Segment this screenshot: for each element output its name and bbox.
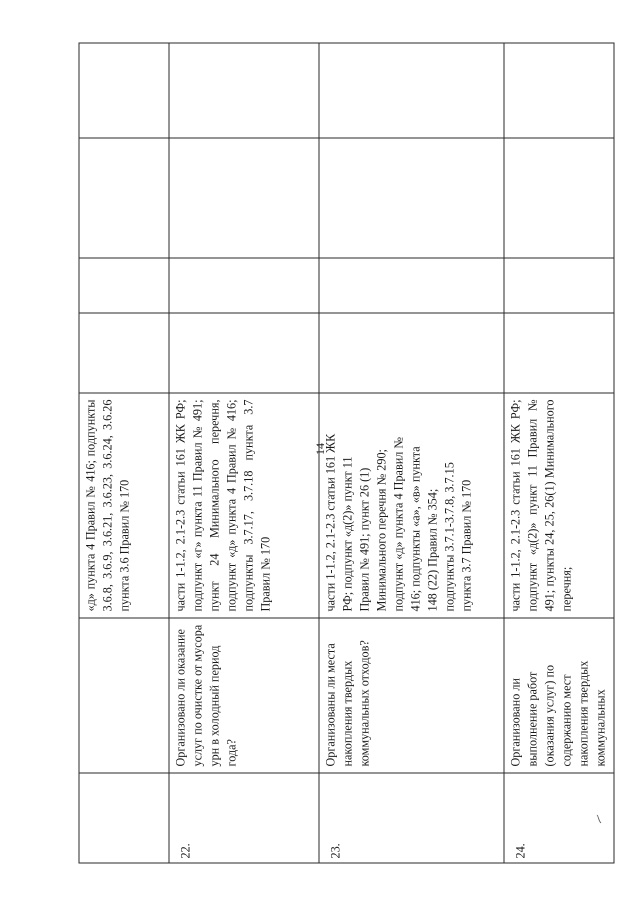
answer-no-cell <box>169 258 319 313</box>
checklist-table-rotated <box>78 43 613 863</box>
scan-mark <box>596 814 602 824</box>
reference-line: 416; подпункты «а», «в» пункта <box>408 445 422 611</box>
reference-line: части 1-1.2, 2.1-2.3 статьи 161 ЖК <box>323 433 337 611</box>
row-number <box>79 773 169 863</box>
answer-no-cell <box>319 258 504 313</box>
answer-yes-cell <box>319 313 504 393</box>
table-row <box>319 43 504 863</box>
reference-line: подпункт «д» пункта 4 Правил № <box>391 436 405 611</box>
reference-line: подпункты 3.7.1-3.7.8, 3.7.15 <box>442 461 456 611</box>
not-applicable-cell <box>169 138 319 258</box>
note-cell <box>504 43 614 138</box>
question-cell: Организовано ли выполнение работ (оказания услуг) по содержанию мест накопления твердых коммунальных <box>504 618 614 773</box>
answer-yes-cell <box>169 313 319 393</box>
reference-line: Минимального перечня № 290; <box>374 448 388 611</box>
row-number: 22. <box>169 773 319 863</box>
not-applicable-cell <box>79 138 169 258</box>
question-cell <box>79 618 169 773</box>
answer-no-cell <box>79 258 169 313</box>
note-cell <box>169 43 319 138</box>
note-cell <box>79 43 169 138</box>
row-number: 24. <box>504 773 614 863</box>
table-row <box>504 43 614 863</box>
table-row <box>79 43 169 863</box>
legal-reference-cell: «д» пункта 4 Правил № 416; подпункты 3.6.8, 3.6.9, 3.6.21, 3.6.23, 3.6.24, 3.6.26 пункта 3.6 Правил № 170 <box>79 393 169 618</box>
not-applicable-cell <box>504 138 614 258</box>
not-applicable-cell <box>319 138 504 258</box>
table-row <box>169 43 319 863</box>
reference-line: пункта 3.7 Правил № 170 <box>459 479 473 611</box>
row-number: 23. <box>319 773 504 863</box>
answer-no-cell <box>504 258 614 313</box>
question-cell: Организованы ли места накопления твердых коммунальных отходов? <box>319 618 504 773</box>
note-cell <box>319 43 504 138</box>
answer-yes-cell <box>504 313 614 393</box>
legal-reference-cell <box>319 393 504 618</box>
reference-line: Правил № 491; пункт 26 (1) <box>357 467 371 611</box>
checklist-table-wrap <box>78 43 613 863</box>
checklist-table <box>78 42 614 863</box>
legal-reference-cell: части 1-1.2, 2.1-2.3 статьи 161 ЖК РФ; подпункт «д(2)» пункт 11 Правил № 491; пункты 24, 25, 26(1) Минимального перечня; <box>504 393 614 618</box>
reference-line: РФ; подпункт «д(2)» пункт 11 <box>340 455 354 611</box>
reference-line: 148 (22) Правил № 354; <box>425 488 439 611</box>
page-number: 14 <box>313 443 327 455</box>
legal-reference-cell: части 1-1.2, 2.1-2.3 статьи 161 ЖК РФ; подпункт «г» пункта 11 Правил № 491; пункт 24 Минимального перечня, подпункт «д» пункта 4 Правил № 416; подпункты 3.7.17, 3.7.18 пункта 3.7 Правил № 170 <box>169 393 319 618</box>
answer-yes-cell <box>79 313 169 393</box>
question-cell: Организовано ли оказание услуг по очистке от мусора урн в холодный период года? <box>169 618 319 773</box>
